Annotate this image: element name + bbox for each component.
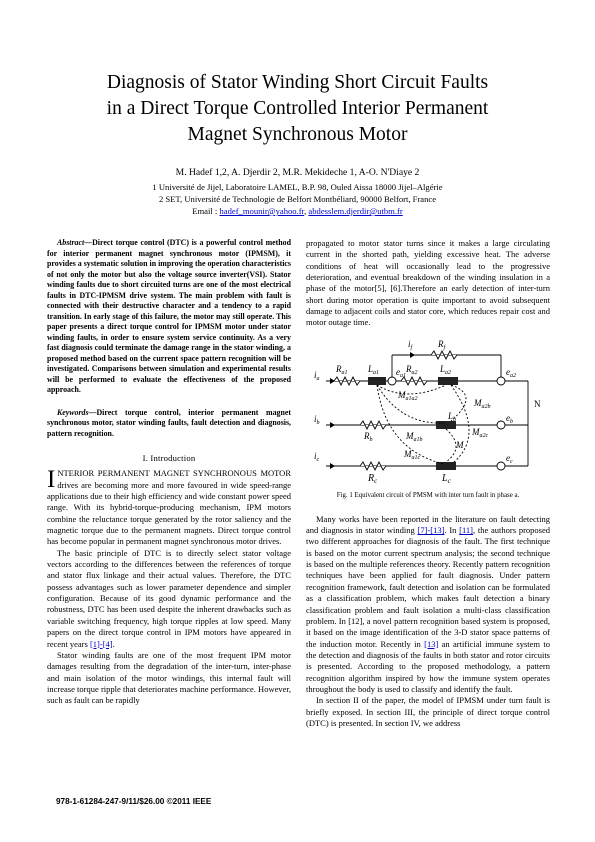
svg-text:ec: $e_c$ <box>506 452 513 465</box>
svg-text:La2: $L_{a2}$ <box>440 363 452 376</box>
right-column <box>306 238 550 729</box>
author-list: M. Hadef 1,2, A. Djerdir 2, M.R. Mekideche 1, A-O. N'Diaye 2 <box>175 167 420 178</box>
abstract-text: Direct torque control (DTC) is a powerful control method for interior permanent magnet synchronous motor (IPMSM), it provides a systematic solution in improving the operation characteristics of not only the motor but also the voltage source inverter(VSI). Stator winding faults due to short circuited turns are one of the most electrical faults in DTC-IPMSM drive system. The main problem with fault is connected with their destructive character and a tendency to a rapid transition. In early stage of this failure, the motor may still operate. This paper presents a direct torque control for IPMSM motor under stator winding faults, in order to ensure system service continuity. As a very fast diagnosis could terminate the damage range in the stator winding, a proposed method based on the current space pattern recognition will be investigated. Comparisons between simulation and experimental results will be performed to evaluate the effectiveness of the proposed approach. <box>47 238 291 394</box>
svg-text:Rf: $R_f$ <box>438 338 446 351</box>
figure-1-circuit <box>306 335 550 565</box>
figure-1-caption: Fig. 1 Equivalent circuit of PMSM with inter turn fault in phase a. <box>336 491 520 499</box>
title-line-1: Diagnosis of Stator Winding Short Circuit Faults <box>106 72 489 93</box>
intro-paragraph-2: The basic principle of DTC is to directly select stator voltage vectors according to the differences between the references of torque and stator flux linkage and their actual values. Therefore, the DTC possess advantages such as lower parameter dependence and simpler configuration. Because of its good dynamic performance and the robustness, DTC has been used despite the inherent drawbacks such as variable switching frequency, high torque ripples at low speed. Many papers on the direct torque control in IPM motors have appeared in recent years [1]-[4]. <box>47 547 291 649</box>
svg-text:Ma1c: $M_{a1c}$ <box>404 448 421 461</box>
svg-text:Rb: $R_b$ <box>364 430 373 443</box>
svg-text:Ma1a2: $M_{a1a2}$ <box>398 389 418 402</box>
svg-text:ea2: $e_{a2}$ <box>506 366 516 379</box>
circuit-diagram <box>306 335 550 485</box>
intro-paragraph-3: Stator winding faults are one of the most frequent IPM motor damages resulting from the degradation of the inter-turn, inter-phase and main isolation of the motor windings, this internal fault will increase torque ripple that deteriorates machine performance. However, such as fault can be rapidly <box>47 649 291 706</box>
email-link-2[interactable]: abdesslem.djerdir@utbm.fr <box>308 206 403 216</box>
svg-text:ea1: $e_{a1}$ <box>396 366 406 379</box>
email-link-1[interactable]: hadef_mounir@yahoo.fr <box>219 206 305 216</box>
svg-text:Ma1b: $M_{a1b}$ <box>406 430 423 443</box>
abstract: Abstract—Direct torque control (DTC) is a powerful control method for interior permanent magnet synchronous motor (IPMSM), it provides a systematic solution in improving the operation characteristics of not only the motor but also the voltage source inverter(VSI). Stator winding faults due to short circuited turns are one of the most electrical faults in DTC-IPMSM drive system. The main problem with fault is connected with their destructive character and a tendency to a rapid transition. In early stage of this failure, the motor may still operate. This paper presents a direct torque control for IPMSM motor under stator winding faults, in order to ensure system service continuity. As a very fast diagnosis could terminate the damage range in the stator winding, a proposed method based on the current space pattern recognition will be investigated. Comparisons between simulation and experimental results will be performed to evaluate the effectiveness of the proposed approach. <box>47 238 291 394</box>
copyright-footer: 978-1-61284-247-9/11/$26.00 ©2011 IEEE <box>56 797 212 806</box>
abstract-label: Abstract <box>57 238 85 247</box>
email-label: Email : <box>192 206 218 216</box>
svg-text:eb: $e_b$ <box>506 412 513 425</box>
svg-text:N: N <box>534 398 541 409</box>
svg-text:Rc: $R_c$ <box>368 472 378 485</box>
keywords-text: Direct torque control, interior permanent magnet synchronous motor, stator winding faults, fault detection and diagnosis, pattern recognition. <box>47 407 291 438</box>
svg-text:ib: $i_b$ <box>314 413 320 426</box>
intro-paragraph-1-text: NTERIOR PERMANENT MAGNET SYNCHRONOUS MOTOR drives are becoming more and more favoured in wide speed-range applications due to their high efficiency and wide constant power speed range. With its hybrid-torque-producing mechanism, IPM motors combine the reluctance torque generated by the rotor saliency and the magnetic torque due to the permanent magnets. Direct torque control has become popular in permanent magnet synchronous motor drives. <box>47 468 291 547</box>
svg-text:Lb: $L_b$ <box>448 410 457 423</box>
intro-paragraph-2-text: The basic principle of DTC is to directly select stator voltage vectors according to the differences between the references of torque and stator flux linkage and their actual values. Therefore, the DTC possess advantages such as lower parameter dependence and simpler configuration. Because of its good dynamic performance and the robustness, DTC has been used despite the inherent drawbacks such as variable switching frequency, high torque ripples at low speed. Many papers on the direct torque control in IPM motors have appeared in recent years <box>47 547 291 649</box>
right-paragraph-2: Many works have been reported in the literature on fault detecting and diagnosis in stator winding [7]-[13]. In [11], the authors proposed two different approaches for diagnosis of the fault. The first technique is based on the motor current spectrum analysis; the second technique is based on the multiple references theory. Recently pattern recognition techniques have been applied for fault diagnosis. Under pattern recognition framework, fault detection and isolation can be formulated as a classification problem, which makes fault detection a binary classification problem and fault isolation a multi-class classification problem. In [12], a novel pattern recognition based system is proposed, it based on the image identification of the 3-D stator space patterns of the induction motor. Recently in [13] an artificial immune system to the detection and diagnosis of the faults in both stator and rotor circuits is presented. According to the proposed methodology, a pattern recognition algorithm inspired by how the immune system operates throughout the body is used to classify and identify the fault. <box>306 513 550 694</box>
svg-text:La1: $L_{a1}$ <box>368 363 380 376</box>
drop-cap: I <box>47 466 56 494</box>
svg-text:M: M <box>456 439 464 450</box>
paper-title <box>40 70 555 148</box>
intro-paragraph-1 <box>47 468 291 547</box>
svg-text:ia: $i_a$ <box>314 369 320 382</box>
svg-text:Ra1: $R_{a1}$ <box>336 363 348 376</box>
keywords: Keywords—Direct torque control, interior permanent magnet synchronous motor, stator winding faults, fault detection and diagnosis, pattern recognition. <box>47 407 291 438</box>
affiliation-1: 1 Université de Jijel, Laboratoire LAMEL, B.P. 98, Ouled Aissa 18000 Jijel–Algérie <box>152 182 443 192</box>
citation-link[interactable]: [7]-[13] <box>417 525 445 536</box>
citation-link[interactable]: [11] <box>459 525 474 536</box>
svg-text:Ma2c: $M_{a2c}$ <box>472 426 489 439</box>
citation-link[interactable]: [13] <box>424 638 439 649</box>
title-line-2: in a Direct Torque Controlled Interior Permanent <box>106 98 489 119</box>
svg-text:Ma2b: $M_{a2b}$ <box>474 397 491 410</box>
keywords-label: Keywords <box>57 407 89 417</box>
right-paragraph-3: In section II of the paper, the model of IPMSM under turn fault is briefly exposed. In section III, the principle of direct torque control (DTC) is presented. In section IV, we address <box>306 695 550 728</box>
svg-text:Ra2: $R_{a2}$ <box>406 363 418 376</box>
title-line-3: Magnet Synchronous Motor <box>187 124 408 145</box>
svg-text:Lc: $L_c$ <box>442 472 451 485</box>
affiliations <box>40 181 555 217</box>
email-line: Email : hadef_mounir@yahoo.fr, abdesslem.djerdir@utbm.fr <box>192 206 403 216</box>
affiliation-2: 2 SET, Université de Technologie de Belfort Montbéliard, 90000 Belfort, France <box>158 194 437 204</box>
right-paragraph-1: propagated to motor stator turns since it makes a large circulating current in the shorted path, yielding excessive heat. The adverse conditions of heat will occasionally lead to the progressive deterioration, and eventual breakdown of the winding insulation in a phase of the motor[5], [6].Therefore an early detection of inter-turn short during motor operation is quite important to avoid subsequent damage to adjacent coils and stator core, which reduces repair cost and motor outage time. <box>306 238 550 328</box>
svg-text:ic: $i_c$ <box>314 450 320 463</box>
citation-link[interactable]: [1]-[4] <box>89 638 113 649</box>
left-column <box>47 238 291 707</box>
svg-text:if: $i_f$ <box>408 338 413 351</box>
section-heading-introduction: I. Introduction <box>142 453 196 463</box>
